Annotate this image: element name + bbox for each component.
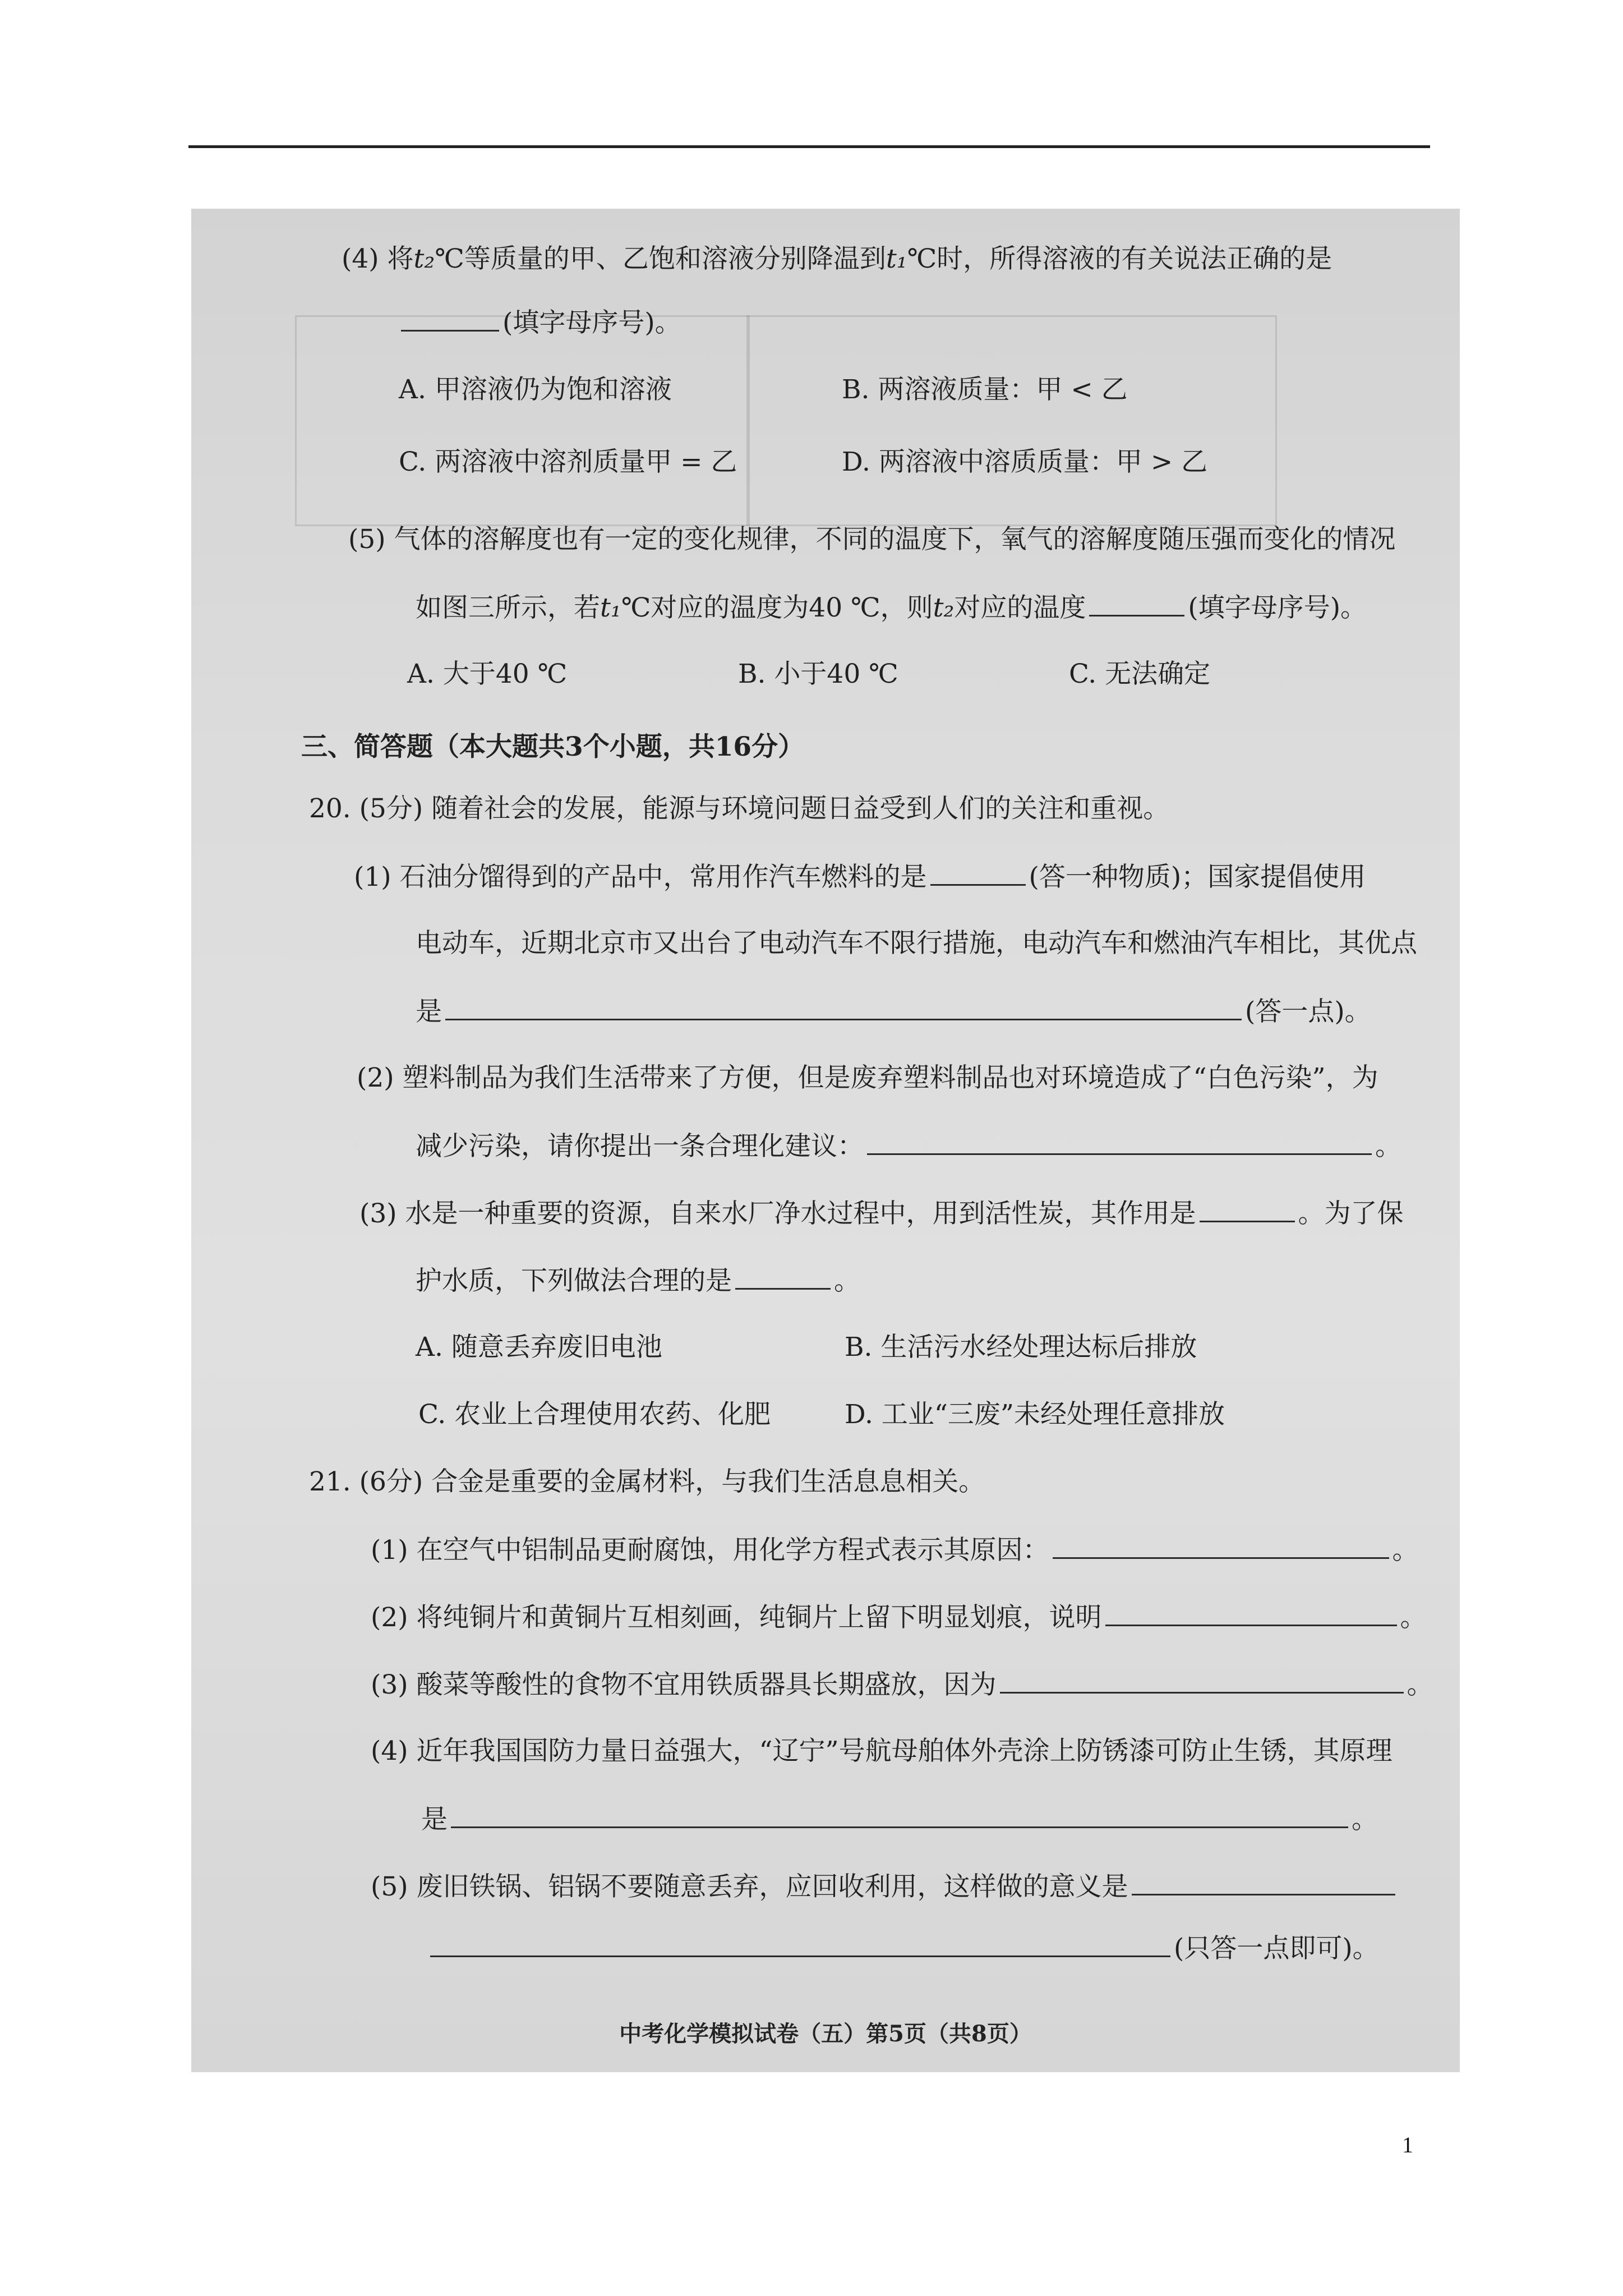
answer-blank[interactable] — [1089, 590, 1184, 616]
q21-5-line1: (5) 废旧铁锅、铝锅不要随意丢弃，应回收利用，这样做的意义是 — [371, 1869, 1399, 1904]
q19-4-option-a: A. 甲溶液仍为饱和溶液 — [399, 374, 672, 405]
q19-4-line1: (4) 将t₂℃等质量的甲、乙饱和溶液分别降温到t₁℃时，所得溶液的有关说法正确的是 — [342, 243, 1332, 274]
exam-photo — [191, 209, 1460, 2072]
page-number: 1 — [1402, 2132, 1413, 2157]
q19-5-line1: (5) 气体的溶解度也有一定的变化规律，不同的温度下，氧气的溶解度随压强而变化的情况 — [348, 524, 1396, 555]
exam-footer: 中考化学模拟试卷（五）第5页（共8页） — [619, 2021, 1032, 2047]
answer-blank[interactable] — [1000, 1667, 1404, 1694]
q20-3-line1: (3) 水是一种重要的资源，自来水厂净水过程中，用到活性炭，其作用是 。为了保 — [359, 1196, 1404, 1231]
q21-5-line2: (只答一点即可)。 — [427, 1931, 1379, 1966]
q19-4-option-b: B. 两溶液质量：甲 < 乙 — [842, 374, 1128, 405]
q20-stem: 20. (5分) 随着社会的发展，能源与环境问题日益受到人们的关注和重视。 — [309, 793, 1170, 824]
q19-5-option-a: A. 大于40 ℃ — [407, 659, 568, 689]
q20-2-line2: 减少污染，请你提出一条合理化建议： 。 — [416, 1129, 1401, 1163]
q21-4-line2: 是 。 — [421, 1802, 1378, 1837]
answer-blank[interactable] — [1200, 1196, 1295, 1222]
q19-5-option-b: B. 小于40 ℃ — [738, 659, 898, 689]
answer-blank[interactable] — [1132, 1869, 1395, 1895]
answer-blank[interactable] — [451, 1802, 1348, 1828]
q20-3-line2: 护水质，下列做法合理的是 。 — [416, 1263, 860, 1298]
q20-1-line2: 电动车，近期北京市又出台了电动汽车不限行措施，电动汽车和燃油汽车相比，其优点 — [416, 928, 1417, 959]
answer-blank[interactable] — [430, 1931, 1170, 1957]
q20-option-a: A. 随意丢弃废旧电池 — [416, 1332, 662, 1363]
section-heading: 三、简答题（本大题共3个小题，共16分） — [301, 731, 805, 762]
q21-2: (2) 将纯铜片和黄铜片互相刻画，纯铜片上留下明显划痕，说明 。 — [371, 1600, 1427, 1635]
q21-stem: 21. (6分) 合金是重要的金属材料，与我们生活息息相关。 — [309, 1466, 985, 1497]
q20-option-b: B. 生活污水经处理达标后排放 — [845, 1332, 1197, 1363]
header-rule — [188, 145, 1430, 148]
q21-1: (1) 在空气中铝制品更耐腐蚀，用化学方程式表示其原因： 。 — [371, 1533, 1419, 1567]
q21-3: (3) 酸菜等酸性的食物不宜用铁质器具长期盛放，因为 。 — [371, 1667, 1433, 1702]
q20-1-line3: 是 (答一点)。 — [416, 994, 1371, 1029]
q19-4-line2: (填字母序号)。 — [398, 305, 681, 340]
answer-blank[interactable] — [867, 1129, 1372, 1155]
q19-4-option-d: D. 两溶液中溶质质量：甲 > 乙 — [842, 447, 1208, 477]
q19-5-line2: 如图三所示，若t₁℃对应的温度为40 ℃，则t₂对应的温度 (填字母序号)。 — [416, 590, 1367, 625]
q21-4-line1: (4) 近年我国国防力量日益强大，“辽宁”号航母舶体外壳涂上防锈漆可防止生锈，其原理 — [371, 1736, 1393, 1766]
bleed-through-table-divider — [746, 315, 750, 526]
q19-5-option-c: C. 无法确定 — [1069, 659, 1211, 689]
answer-blank[interactable] — [401, 305, 499, 332]
bleed-through-table — [295, 315, 1277, 526]
answer-blank[interactable] — [1053, 1533, 1389, 1559]
q20-option-c: C. 农业上合理使用农药、化肥 — [418, 1399, 771, 1430]
answer-blank[interactable] — [445, 994, 1242, 1020]
answer-blank[interactable] — [735, 1263, 831, 1290]
q20-option-d: D. 工业“三废”未经处理任意排放 — [845, 1399, 1225, 1430]
q19-4-option-c: C. 两溶液中溶剂质量甲 = 乙 — [399, 447, 737, 477]
q20-1-line1: (1) 石油分馏得到的产品中，常用作汽车燃料的是 (答一种物质)；国家提倡使用 — [354, 859, 1366, 894]
answer-blank[interactable] — [930, 859, 1026, 886]
answer-blank[interactable] — [1105, 1600, 1397, 1626]
q20-2-line1: (2) 塑料制品为我们生活带来了方便，但是废弃塑料制品也对环境造成了“白色污染”，为 — [357, 1062, 1378, 1093]
